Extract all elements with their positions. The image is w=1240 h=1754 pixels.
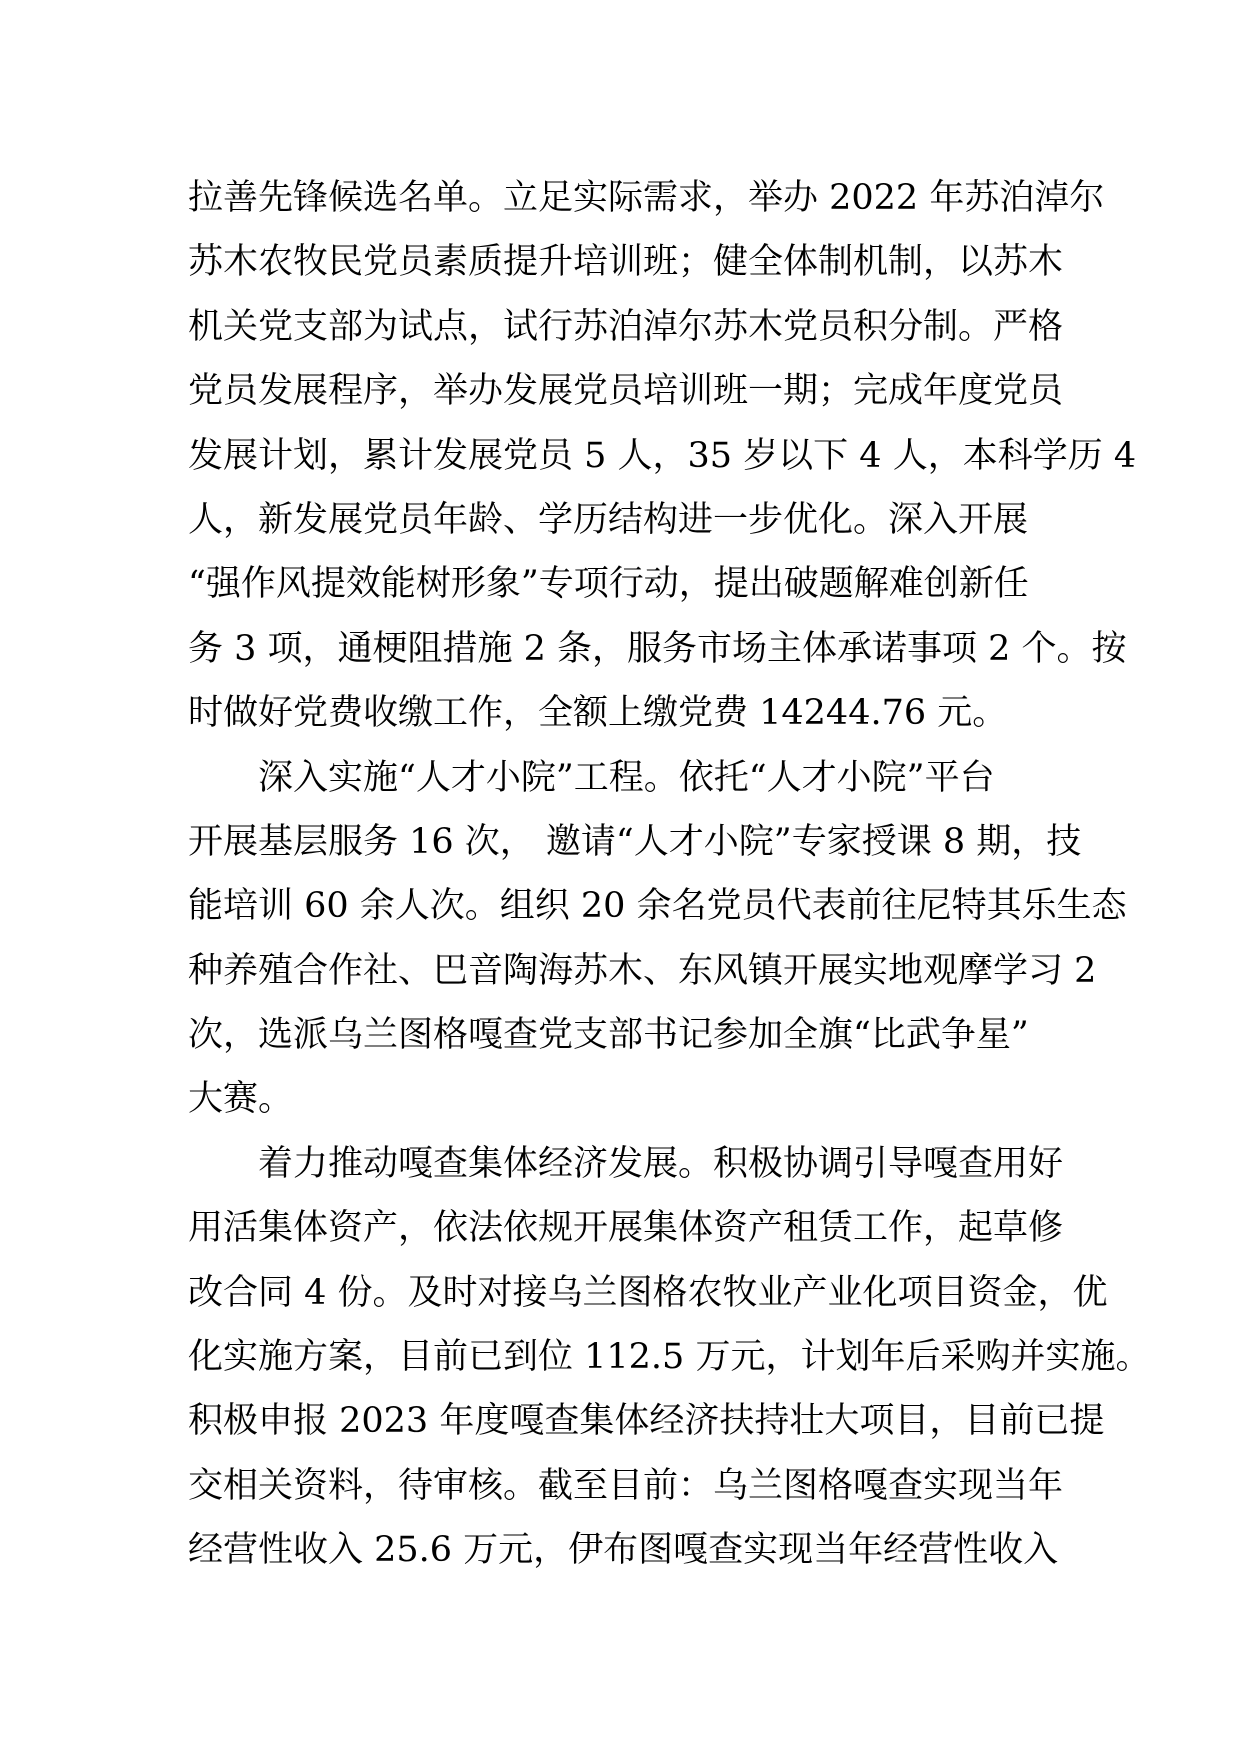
text-line: 种养殖合作社、巴音陶海苏木、东风镇开展实地观摩学习 2 <box>188 950 1097 991</box>
text-line: 能培训 60 余人次。组织 20 余名党员代表前往尼特其乐生态 <box>188 886 1127 927</box>
text-line: 经营性收入 25.6 万元，伊布图嘎查实现当年经营性收入 <box>188 1530 1059 1571</box>
text-line: 次，选派乌兰图格嘎查党支部书记参加全旗“比武争星” <box>188 1015 1029 1056</box>
document-body <box>188 166 1151 1583</box>
text-line: 大赛。 <box>188 1079 294 1120</box>
text-line: 改合同 4 份。及时对接乌兰图格农牧业产业化项目资金，优 <box>188 1272 1108 1313</box>
text-line: 苏木农牧民党员素质提升培训班；健全体制机制，以苏木 <box>188 242 1064 283</box>
text-line: 化实施方案，目前已到位 112.5 万元，计划年后采购并实施。 <box>188 1337 1151 1378</box>
paragraph-start-line: 着力推动嘎查集体经济发展。积极协调引导嘎查用好 <box>188 1143 1064 1184</box>
text-line: 发展计划，累计发展党员 5 人，35 岁以下 4 人，本科学历 4 <box>188 435 1137 476</box>
paragraph-start-line: 深入实施“人才小院”工程。依托“人才小院”平台 <box>188 757 995 798</box>
text-line: 机关党支部为试点，试行苏泊淖尔苏木党员积分制。严格 <box>188 306 1064 347</box>
text-line: 务 3 项，通梗阻措施 2 条，服务市场主体承诺事项 2 个。按 <box>188 628 1127 669</box>
text-line: 人，新发展党员年龄、学历结构进一步优化。深入开展 <box>188 499 1029 540</box>
text-line: 用活集体资产，依法依规开展集体资产租赁工作，起草修 <box>188 1208 1064 1249</box>
text-line: 时做好党费收缴工作，全额上缴党费 14244.76 元。 <box>188 693 1008 734</box>
text-line: 拉善先锋候选名单。立足实际需求，举办 2022 年苏泊淖尔 <box>188 178 1105 218</box>
text-line: “强作风提效能树形象”专项行动，提出破题解难创新任 <box>188 564 1029 605</box>
text-line: 开展基层服务 16 次， 邀请“人才小院”专家授课 8 期，技 <box>188 821 1082 862</box>
text-line: 交相关资料，待审核。截至目前：乌兰图格嘎查实现当年 <box>188 1465 1064 1506</box>
text-line: 党员发展程序，举办发展党员培训班一期；完成年度党员 <box>188 371 1064 412</box>
text-line: 积极申报 2023 年度嘎查集体经济扶持壮大项目，目前已提 <box>188 1401 1105 1442</box>
